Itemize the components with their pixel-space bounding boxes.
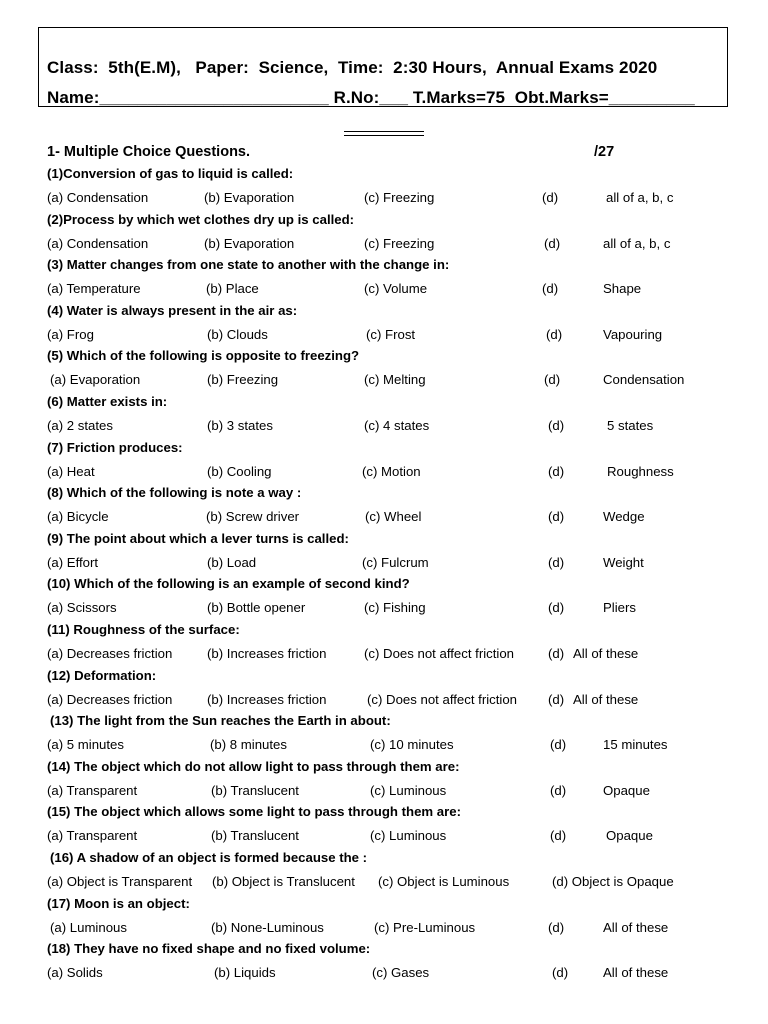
option-a: (a) Object is Transparent <box>47 873 193 889</box>
question-item <box>0 166 768 212</box>
question-text: (9) The point about which a lever turns is called: <box>47 530 349 546</box>
option-b: (b) Place <box>206 281 259 297</box>
option-c: (c) Luminous <box>370 782 447 798</box>
option-b: (b) Translucent <box>211 828 299 844</box>
question-text: (2)Process by which wet clothes dry up is called: <box>47 211 355 227</box>
double-separator <box>344 131 424 136</box>
section-title: 1- Multiple Choice Questions. <box>47 144 251 160</box>
question-item <box>0 257 768 303</box>
question-item <box>0 212 768 258</box>
exam-header-box <box>38 27 728 107</box>
option-d: Roughness <box>607 463 674 479</box>
option-b: (b) Load <box>207 554 257 570</box>
option-a: (a) Decreases friction <box>47 645 173 661</box>
option-a: (a) 5 minutes <box>47 737 124 753</box>
question-item <box>0 348 768 394</box>
option-c: (c) Does not affect friction <box>364 645 515 661</box>
option-d-label: (d) <box>542 281 559 297</box>
option-b: (b) Liquids <box>214 965 276 981</box>
option-d-label: (d) <box>550 782 567 798</box>
question-text: (4) Water is always present in the air as: <box>47 302 298 318</box>
option-d-label: (d) <box>548 554 565 570</box>
question-item <box>0 941 768 987</box>
option-c: (c) Volume <box>364 281 428 297</box>
option-d-label: (d) <box>548 919 565 935</box>
option-d: Vapouring <box>603 326 663 342</box>
option-b: (b) Evaporation <box>204 190 295 205</box>
option-a: (a) Heat <box>47 463 95 479</box>
option-a: (a) Condensation <box>47 235 149 251</box>
option-b: (b) Evaporation <box>204 235 295 251</box>
option-d: All of these <box>603 919 669 935</box>
question-item <box>0 668 768 714</box>
option-d: (d) Object is Opaque <box>552 873 674 889</box>
question-item <box>0 622 768 668</box>
option-d: Wedge <box>603 509 645 525</box>
option-b: (b) Freezing <box>207 372 279 388</box>
option-d: Opaque <box>603 782 650 798</box>
section-marks: /27 <box>594 144 615 160</box>
question-item <box>0 576 768 622</box>
question-list <box>0 166 768 987</box>
option-a: (a) Transparent <box>47 782 138 798</box>
option-d-label: (d) <box>548 509 565 525</box>
option-c: (c) 4 states <box>364 417 430 433</box>
option-d-label: (d) <box>548 600 565 616</box>
option-a: (a) Effort <box>47 554 99 570</box>
option-c: (c) Does not affect friction <box>367 691 518 707</box>
option-d: 5 states <box>607 417 654 433</box>
option-d-label: (d) <box>550 828 567 844</box>
question-text: (15) The object which allows some light to pass through them are: <box>47 804 461 820</box>
option-d: all of a, b, c <box>606 190 674 205</box>
option-a: (a) Solids <box>47 965 103 981</box>
option-d: Condensation <box>603 372 685 388</box>
option-a: (a) Condensation <box>47 190 149 205</box>
option-b: (b) Translucent <box>211 782 299 798</box>
option-b: (b) Bottle opener <box>207 600 306 616</box>
option-c: (c) Motion <box>362 463 421 479</box>
option-d: 15 minutes <box>603 737 668 753</box>
question-text: (8) Which of the following is note a way : <box>47 485 302 501</box>
option-c: (c) Pre-Luminous <box>374 919 476 935</box>
header-class-line: Class: 5th(E.M), Paper: Science, Time: 2:30 Hours, Annual Exams 2020 <box>47 58 658 77</box>
option-c: (c) Wheel <box>365 509 422 525</box>
question-text: (6) Matter exists in: <box>47 393 168 409</box>
option-a: (a) Decreases friction <box>47 691 173 707</box>
option-d: All of these <box>573 645 639 661</box>
question-text: (7) Friction produces: <box>47 439 183 455</box>
option-a: (a) 2 states <box>47 417 113 433</box>
question-text: (13) The light from the Sun reaches the Earth in about: <box>50 713 391 729</box>
question-text: (10) Which of the following is an example of second kind? <box>47 576 410 592</box>
option-c: (c) Fishing <box>364 600 426 616</box>
option-a: (a) Scissors <box>47 600 117 616</box>
option-a: (a) Luminous <box>50 919 127 935</box>
option-b: (b) Object is Translucent <box>212 873 355 889</box>
option-a: (a) Frog <box>47 326 94 342</box>
option-c: (c) Fulcrum <box>362 554 429 570</box>
option-b: (b) Increases friction <box>207 691 327 707</box>
question-text: (12) Deformation: <box>47 667 157 683</box>
header-name-line: Name:________________________ R.No:___ T.Marks=75 Obt.Marks=_________ <box>47 88 695 107</box>
option-d-label: (d) <box>548 691 565 707</box>
option-d-label: (d) <box>542 190 559 205</box>
option-b: (b) 3 states <box>207 417 273 433</box>
question-text: (5) Which of the following is opposite to freezing? <box>47 348 360 364</box>
option-d: all of a, b, c <box>603 235 671 251</box>
option-d-label: (d) <box>548 463 565 479</box>
option-d-label: (d) <box>548 645 565 661</box>
option-d: Weight <box>603 554 644 570</box>
question-item <box>0 759 768 805</box>
question-text: (14) The object which do not allow light to pass through them are: <box>47 758 460 774</box>
option-c: (c) Freezing <box>364 190 435 205</box>
option-a: (a) Evaporation <box>50 372 141 388</box>
option-d-label: (d) <box>552 965 569 981</box>
option-b: (b) Cooling <box>207 463 272 479</box>
option-c: (c) Frost <box>366 326 416 342</box>
option-c: (c) Gases <box>372 965 430 981</box>
option-a: (a) Transparent <box>47 828 138 844</box>
option-c: (c) Luminous <box>370 828 447 844</box>
option-d: All of these <box>603 965 669 981</box>
question-item <box>0 303 768 349</box>
option-b: (b) Clouds <box>207 326 268 342</box>
option-a: (a) Temperature <box>47 281 141 297</box>
option-d-label: (d) <box>546 326 563 342</box>
option-c: (c) Freezing <box>364 235 435 251</box>
option-d-label: (d) <box>544 372 561 388</box>
option-a: (a) Bicycle <box>47 509 109 525</box>
question-item <box>0 713 768 759</box>
question-item <box>0 440 768 486</box>
option-d: Pliers <box>603 600 636 616</box>
question-text: (3) Matter changes from one state to another with the change in: <box>47 257 450 273</box>
option-d: Opaque <box>606 828 653 844</box>
option-c: (c) 10 minutes <box>370 737 454 753</box>
question-text: (17) Moon is an object: <box>47 895 190 911</box>
option-b: (b) 8 minutes <box>210 737 287 753</box>
option-d: Shape <box>603 281 642 297</box>
option-d-label: (d) <box>548 417 565 433</box>
option-d: All of these <box>573 691 639 707</box>
option-b: (b) None-Luminous <box>211 919 324 935</box>
question-item <box>0 850 768 896</box>
question-item <box>0 394 768 440</box>
question-item <box>0 531 768 577</box>
question-item <box>0 485 768 531</box>
question-text: (18) They have no fixed shape and no fixed volume: <box>47 941 371 957</box>
question-item <box>0 896 768 942</box>
option-c: (c) Object is Luminous <box>378 873 510 889</box>
question-text: (16) A shadow of an object is formed because the : <box>50 849 368 865</box>
question-item <box>0 804 768 850</box>
option-d-label: (d) <box>544 235 561 251</box>
question-text: (1)Conversion of gas to liquid is called: <box>47 166 294 181</box>
option-d-label: (d) <box>550 737 567 753</box>
question-text: (11) Roughness of the surface: <box>47 621 240 637</box>
option-b: (b) Screw driver <box>206 509 300 525</box>
option-c: (c) Melting <box>364 372 426 388</box>
option-b: (b) Increases friction <box>207 645 327 661</box>
